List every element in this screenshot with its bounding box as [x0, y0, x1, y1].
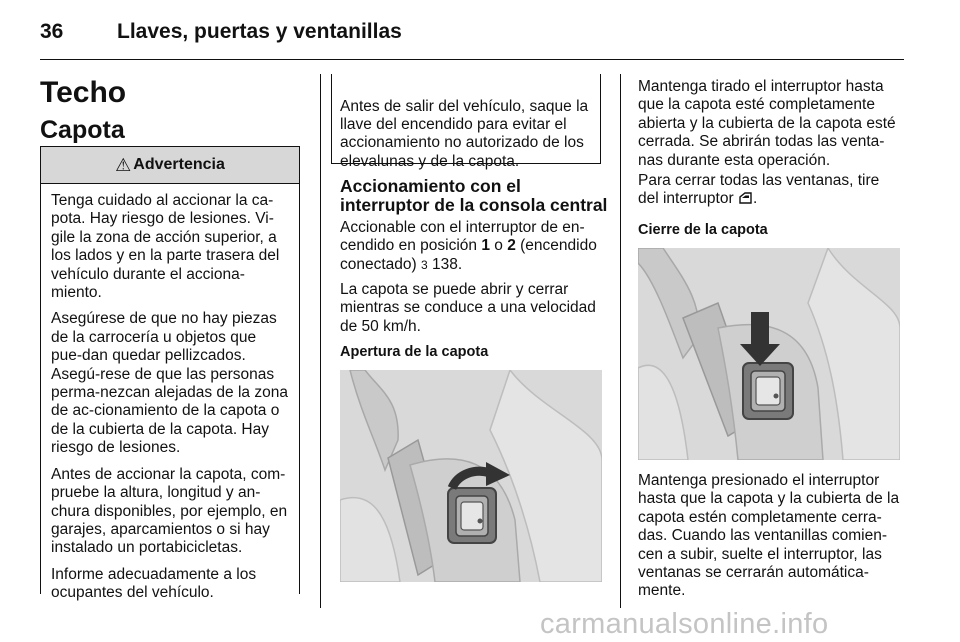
- header-rule: [40, 59, 904, 60]
- window-switch-icon: [738, 191, 753, 210]
- warning-body: [41, 184, 299, 603]
- console-heading: Accionamiento con el interruptor de la consola central: [340, 176, 608, 215]
- section-title: Techo: [40, 76, 127, 109]
- warning-header: [41, 147, 299, 184]
- right-paragraph-1: Mantenga tirado el interruptor hasta que la capota esté completamente abierta y la cubierta de la capota esté cerrada. Se abrirán todas las venta-nas durante esta operación.: [638, 78, 896, 169]
- right-p2-text: Para cerrar todas las ventanas, tire del interruptor: [638, 172, 880, 208]
- warning-box: [40, 146, 300, 602]
- console-p1-text: Accionable con el interruptor de en-cendido en posición: [340, 219, 585, 255]
- console-p1-or: o: [489, 237, 508, 255]
- arrow-reference-icon: 3: [421, 257, 428, 272]
- column-divider-right: [620, 74, 621, 608]
- closing-figure: [638, 248, 900, 460]
- console-p1-paren: (encendido conectado): [340, 237, 597, 273]
- opening-figure: [340, 370, 602, 582]
- closing-illustration: [638, 248, 900, 460]
- column-divider-left: [320, 74, 321, 608]
- warning-triangle-icon: ⚠: [115, 154, 132, 175]
- right-paragraph-2: [638, 172, 904, 211]
- right-p2-end: .: [752, 190, 758, 208]
- warning-paragraph: Asegúrese de que no hay piezas de la carrocería u objetos que pue-dan quedar pellizcados. Asegú-rese de que las personas perma-nezcan alejadas de la zona de ac-cionamiento de la capota o de la cubierta de la capota. Hay riesgo de lesiones.: [51, 310, 288, 457]
- warning-title: Advertencia: [133, 156, 225, 173]
- opening-illustration: [340, 370, 602, 582]
- closing-heading: Cierre de la capota: [638, 222, 768, 238]
- watermark: carmanualsonline.info: [540, 608, 829, 640]
- position-2: 2: [507, 237, 516, 255]
- position-1: 1: [481, 237, 490, 255]
- warning-paragraph: Informe adecuadamente a los ocupantes del vehículo.: [51, 565, 257, 602]
- note-text: Antes de salir del vehículo, saque la llave del encendido para evitar el accionamiento no autorizado de los elevalunas y de la capota.: [340, 97, 589, 170]
- page-number: 36: [40, 20, 64, 43]
- chapter-title: Llaves, puertas y ventanillas: [117, 20, 402, 43]
- console-paragraph-1: [340, 219, 606, 274]
- note-box: [331, 74, 601, 170]
- section-subtitle: Capota: [40, 116, 125, 144]
- console-paragraph-2: La capota se puede abrir y cerrar mientras se conduce a una velocidad de 50 km/h.: [340, 281, 596, 335]
- warning-paragraph: Tenga cuidado al accionar la ca-pota. Hay riesgo de lesiones. Vi-gile la zona de acción superior, a los lados y en la parte trasera del vehículo durante el acciona-miento.: [51, 192, 280, 302]
- page-reference[interactable]: 138.: [427, 255, 463, 273]
- right-paragraph-3: Mantenga presionado el interruptor hasta que la capota y la cubierta de la capota estén completamente cerra-das. Cuando las ventanillas comien-cen a subir, suelte el interruptor, las ventanas se cerrarán automática-mente.: [638, 472, 900, 600]
- warning-paragraph: Antes de accionar la capota, com-pruebe la altura, longitud y an-chura disponibles, por ejemplo, en garajes, aparcamientos o si hay instalado un portabicicletas.: [51, 465, 288, 557]
- opening-heading: Apertura de la capota: [340, 344, 489, 360]
